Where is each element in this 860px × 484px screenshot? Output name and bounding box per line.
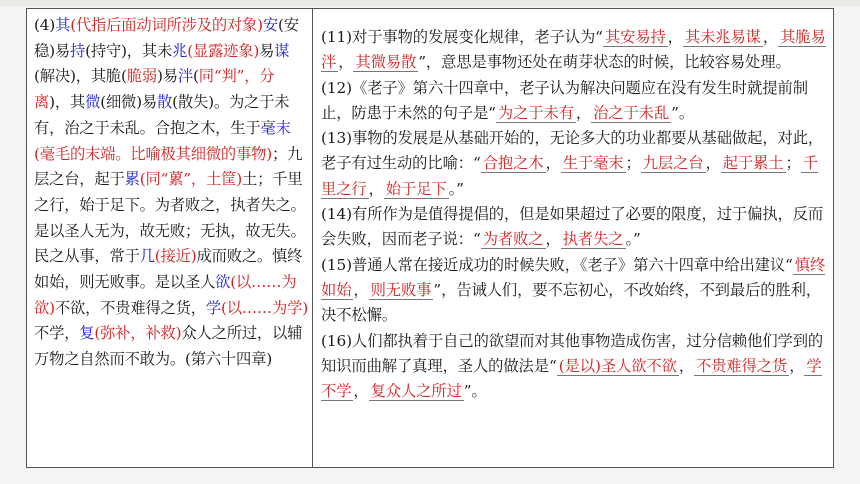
- gloss-note: (显露迹象): [187, 41, 260, 60]
- glossed-word: 几: [139, 247, 155, 266]
- glossed-word: 安: [262, 16, 278, 34]
- question-text: ，: [545, 230, 561, 249]
- question-text: 。”: [448, 179, 464, 198]
- classical-text-column: [27, 9, 313, 467]
- answer-blank: 其微易散: [355, 53, 417, 72]
- answer-blank: 慎终如始: [321, 255, 826, 299]
- question-text: (15)普通人常在接近成功的时候失败，《老子》第六十四章中给出建议“: [321, 255, 793, 274]
- answer-blank: 其未兆易谋: [684, 28, 761, 46]
- question-text: ”。: [671, 103, 695, 122]
- glossed-word: 其: [55, 16, 71, 34]
- text-segment: 不学，: [34, 324, 80, 343]
- answer-blank: 生于毫末: [562, 154, 624, 173]
- text-segment: 土；千里之行，始于足下。为者败之，执者失之。是以圣人无为，故无败；无执，故无失。民之从事，常于: [34, 170, 306, 266]
- question-12: [321, 76, 827, 127]
- text-segment: (散失)。为之于未有，治之于未乱。合抱之木，生于: [34, 93, 290, 137]
- question-text: ”。: [463, 382, 487, 401]
- question-text: ，: [353, 280, 369, 299]
- question-text: 。”: [625, 230, 641, 249]
- question-text: ，: [368, 179, 384, 198]
- gloss-note: (接近): [154, 247, 197, 266]
- answer-blank: 执者失之: [562, 230, 624, 249]
- glossed-word: 毫末: [260, 118, 291, 137]
- answer-blank: 其脆易泮: [321, 28, 826, 72]
- answer-blank: (是以)圣人欲不欲: [558, 356, 677, 375]
- text-segment: 不欲，不贵难得之货，: [54, 298, 206, 317]
- question-text: ，: [545, 154, 561, 173]
- question-text: ，: [678, 356, 695, 375]
- top-strip: [0, 0, 860, 6]
- answer-blank: 合抱之木: [482, 154, 544, 173]
- gloss-note: (毫毛的末端。比喻极其细微的事物): [34, 144, 272, 163]
- answer-blank: 复众人之所过: [370, 382, 462, 401]
- gloss-note: (以……为欲): [34, 273, 297, 317]
- text-segment: 成而败之。慎终如始，则无败事。是以圣人: [34, 247, 303, 292]
- question-text: ，: [667, 28, 683, 46]
- text-segment: )，其: [49, 93, 86, 112]
- question-text: ，: [789, 356, 805, 375]
- question-text: (16)人们都执着于自己的欲望而对其他事物造成伤害，过分信赖他们学到的知识而曲解了真理，圣人的做法是“: [321, 331, 824, 375]
- answer-blank: 为之于未有: [497, 103, 574, 122]
- glossed-word: 泮: [177, 67, 193, 86]
- text-segment: )易: [157, 67, 178, 86]
- question-text: ，: [338, 53, 354, 72]
- answer-blank: 千里之行: [321, 154, 818, 198]
- glossed-word: 欲: [215, 273, 231, 292]
- glossed-word: 散: [157, 93, 173, 112]
- answer-blank: 始于足下: [385, 179, 447, 198]
- gloss-note: (以……为学): [220, 298, 308, 317]
- answer-blank: 其安易持: [604, 28, 666, 46]
- glossed-word: 持: [69, 41, 86, 60]
- glossed-word: 学: [205, 298, 221, 317]
- answer-blank: 学不学: [321, 356, 822, 401]
- gloss-note: 脆弱: [126, 67, 157, 86]
- content-table: [26, 8, 834, 468]
- question-text: (13)事物的发展是从基础开始的，无论多大的功业都要从基础做起，对此，老子有过生动的比喻：“: [321, 129, 824, 173]
- glossed-word: 兆: [172, 41, 188, 60]
- text-segment: (持守)，其未: [85, 41, 173, 60]
- text-segment: ；九层之台，起于: [34, 144, 303, 189]
- question-text: (11)对于事物的发展变化规律，老子认为“: [321, 28, 603, 46]
- question-text: ”，告诫人们，要不忘初心，不改始终，不到最后的胜利，决不松懈。: [321, 280, 822, 325]
- question-text: ，: [705, 154, 721, 173]
- answer-blank: 为者败之: [482, 230, 544, 249]
- answer-blank: 九层之台: [642, 154, 704, 173]
- answer-blank: 不贵难得之货: [696, 356, 788, 375]
- question-15: [321, 253, 827, 329]
- gloss-note: (弥补，补救): [94, 324, 182, 343]
- text-segment: (安稳)易: [34, 16, 299, 60]
- question-16: [321, 329, 827, 405]
- answer-blank: 治之于未乱: [593, 103, 670, 122]
- question-text: ，: [353, 382, 369, 401]
- question-11: [321, 25, 827, 76]
- glossed-word: 谋: [274, 41, 290, 60]
- question-13: [321, 126, 827, 202]
- gloss-note: (同“蔂”，土筐): [139, 170, 242, 189]
- text-segment: (4): [34, 16, 56, 34]
- glossed-word: 复: [79, 324, 95, 343]
- questions-column: [313, 9, 833, 467]
- question-text: ，: [575, 103, 592, 122]
- glossed-word: 微: [85, 93, 101, 112]
- answer-blank: 起于累土: [722, 154, 784, 173]
- question-text: ；: [785, 154, 801, 173]
- text-segment: (: [192, 67, 199, 86]
- text-segment: 众人之所过，以辅万物之自然而不敢为。(第六十四章): [34, 324, 303, 369]
- question-text: ；: [625, 154, 641, 173]
- glossed-word: 累: [124, 170, 140, 189]
- question-text: (14)有所作为是值得提倡的，但是如果超过了必要的限度，过于偏执，反而会失败，因而老子说：“: [321, 205, 824, 249]
- question-text: ”，意思是事物还处在萌芽状态的时候，比较容易处理。: [418, 53, 791, 72]
- text-segment: (细微)易: [100, 93, 158, 112]
- gloss-note: (代指后面动词所涉及的对象): [70, 16, 263, 34]
- text-segment: (解决)，其脆(: [34, 67, 127, 86]
- question-text: ，: [762, 28, 779, 46]
- question-text: (12)《老子》第六十四章中，老子认为解决问题应在没有发生时就提前制止，防患于未然的句子是“: [321, 78, 808, 122]
- answer-blank: 则无败事: [370, 280, 432, 299]
- gloss-note: 同“判”，分离: [34, 67, 275, 112]
- question-14: [321, 202, 827, 253]
- text-segment: 易: [259, 41, 275, 60]
